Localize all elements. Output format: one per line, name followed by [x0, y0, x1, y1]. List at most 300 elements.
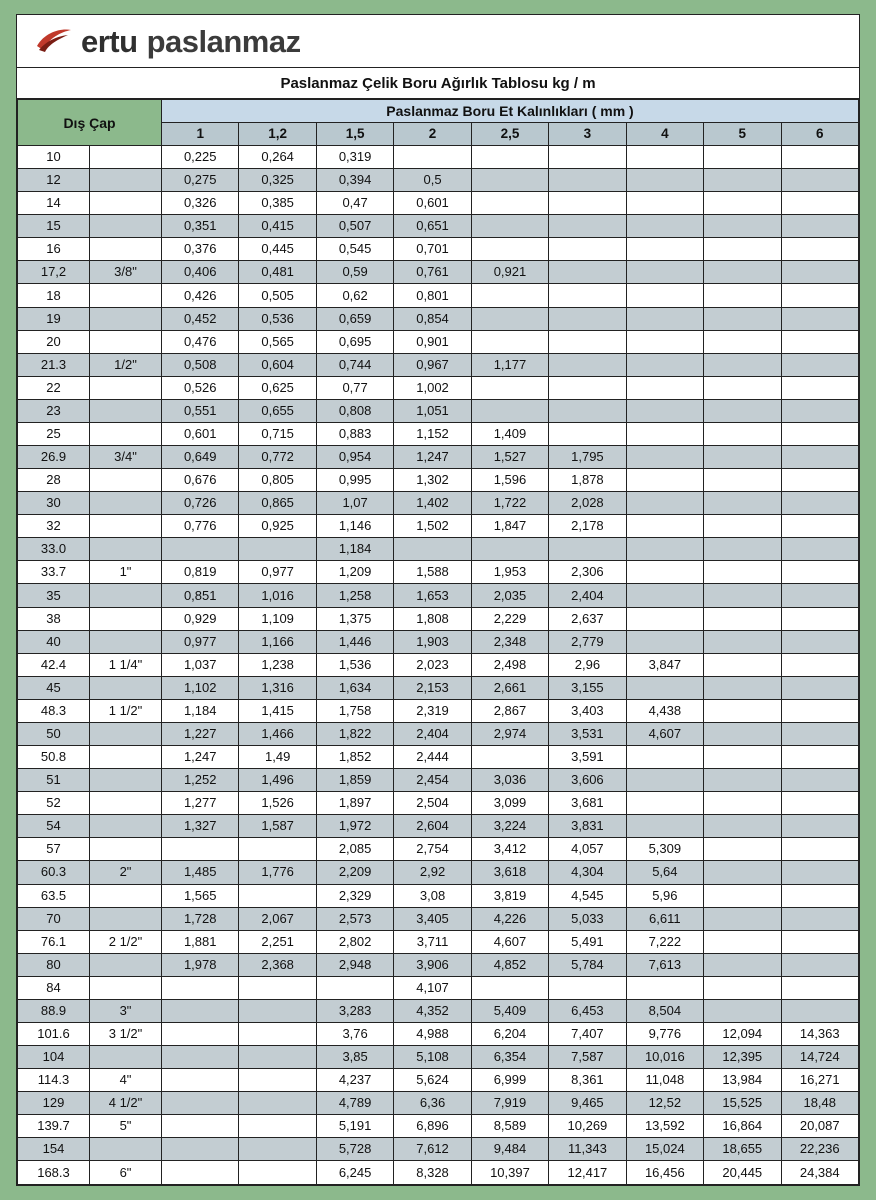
cell-weight	[316, 976, 393, 999]
cell-weight: 1,795	[549, 446, 626, 469]
cell-weight	[626, 469, 703, 492]
page-title: Paslanmaz Çelik Boru Ağırlık Tablosu kg / m	[17, 68, 859, 99]
cell-weight	[549, 330, 626, 353]
cell-weight	[781, 653, 859, 676]
cell-weight	[704, 353, 781, 376]
cell-weight: 2,604	[394, 815, 471, 838]
cell-weight: 4,852	[471, 953, 548, 976]
cell-weight: 4,545	[549, 884, 626, 907]
table-row	[18, 1022, 859, 1045]
cell-weight	[781, 330, 859, 353]
cell-inch-size	[90, 515, 162, 538]
cell-weight: 0,452	[162, 307, 239, 330]
cell-weight	[626, 584, 703, 607]
cell-weight	[704, 769, 781, 792]
cell-weight: 5,491	[549, 930, 626, 953]
table-row	[18, 446, 859, 469]
cell-weight	[704, 999, 781, 1022]
cell-inch-size: 4"	[90, 1069, 162, 1092]
cell-weight: 0,47	[316, 192, 393, 215]
cell-weight	[626, 376, 703, 399]
cell-weight: 6,36	[394, 1092, 471, 1115]
table-row	[18, 861, 859, 884]
col-header-5: 5	[704, 123, 781, 146]
cell-weight: 1,177	[471, 353, 548, 376]
cell-weight: 0,659	[316, 307, 393, 330]
cell-weight	[239, 999, 316, 1022]
table-row	[18, 307, 859, 330]
cell-weight: 10,269	[549, 1115, 626, 1138]
cell-weight: 7,222	[626, 930, 703, 953]
cell-outer-diameter: 33.0	[18, 538, 90, 561]
cell-weight: 3,906	[394, 953, 471, 976]
cell-weight	[471, 192, 548, 215]
table-row	[18, 422, 859, 445]
cell-weight: 1,758	[316, 699, 393, 722]
cell-weight	[239, 884, 316, 907]
cell-weight: 0,426	[162, 284, 239, 307]
cell-inch-size	[90, 607, 162, 630]
cell-outer-diameter: 22	[18, 376, 90, 399]
cell-outer-diameter: 60.3	[18, 861, 90, 884]
cell-weight	[162, 1069, 239, 1092]
cell-weight: 0,225	[162, 146, 239, 169]
cell-weight	[704, 907, 781, 930]
cell-weight: 0,901	[394, 330, 471, 353]
table-row	[18, 884, 859, 907]
cell-weight	[704, 630, 781, 653]
cell-weight: 8,361	[549, 1069, 626, 1092]
cell-weight: 2,067	[239, 907, 316, 930]
cell-weight	[781, 838, 859, 861]
cell-weight: 0,744	[316, 353, 393, 376]
cell-weight: 0,977	[162, 630, 239, 653]
cell-weight	[162, 538, 239, 561]
cell-weight: 1,209	[316, 561, 393, 584]
table-row	[18, 907, 859, 930]
cell-weight	[781, 930, 859, 953]
cell-weight: 3,85	[316, 1046, 393, 1069]
cell-weight: 9,465	[549, 1092, 626, 1115]
cell-weight: 0,601	[162, 422, 239, 445]
cell-weight: 1,502	[394, 515, 471, 538]
table-row	[18, 146, 859, 169]
cell-weight	[781, 146, 859, 169]
cell-weight: 1,596	[471, 469, 548, 492]
cell-outer-diameter: 154	[18, 1138, 90, 1161]
cell-weight: 1,972	[316, 815, 393, 838]
cell-weight	[704, 169, 781, 192]
cell-weight: 0,921	[471, 261, 548, 284]
cell-weight: 5,409	[471, 999, 548, 1022]
cell-inch-size: 6"	[90, 1161, 162, 1185]
cell-weight	[626, 561, 703, 584]
cell-weight: 3,606	[549, 769, 626, 792]
cell-weight: 5,108	[394, 1046, 471, 1069]
cell-weight	[704, 261, 781, 284]
cell-inch-size: 3/8"	[90, 261, 162, 284]
cell-weight	[549, 169, 626, 192]
cell-weight	[781, 676, 859, 699]
col-header-1-5: 1,5	[316, 123, 393, 146]
cell-weight	[704, 884, 781, 907]
cell-weight: 1,247	[162, 746, 239, 769]
cell-weight	[162, 976, 239, 999]
cell-weight: 0,508	[162, 353, 239, 376]
cell-weight: 1,466	[239, 722, 316, 745]
cell-weight: 0,808	[316, 399, 393, 422]
cell-outer-diameter: 20	[18, 330, 90, 353]
header-wall-thickness: Paslanmaz Boru Et Kalınlıkları ( mm )	[162, 100, 859, 123]
cell-weight: 2,209	[316, 861, 393, 884]
table-row	[18, 515, 859, 538]
table-row	[18, 792, 859, 815]
cell-weight	[471, 538, 548, 561]
cell-weight	[781, 607, 859, 630]
cell-outer-diameter: 16	[18, 238, 90, 261]
cell-weight	[781, 192, 859, 215]
cell-weight	[626, 746, 703, 769]
cell-weight	[471, 169, 548, 192]
cell-weight	[549, 238, 626, 261]
cell-inch-size: 3"	[90, 999, 162, 1022]
cell-weight	[704, 676, 781, 699]
cell-weight: 0,394	[316, 169, 393, 192]
cell-outer-diameter: 14	[18, 192, 90, 215]
cell-weight: 13,592	[626, 1115, 703, 1138]
cell-outer-diameter: 45	[18, 676, 90, 699]
cell-weight: 0,695	[316, 330, 393, 353]
cell-outer-diameter: 23	[18, 399, 90, 422]
cell-weight: 1,897	[316, 792, 393, 815]
cell-weight: 0,651	[394, 215, 471, 238]
cell-weight: 22,236	[781, 1138, 859, 1161]
table-row	[18, 215, 859, 238]
cell-outer-diameter: 48.3	[18, 699, 90, 722]
table-row	[18, 630, 859, 653]
table-row	[18, 815, 859, 838]
cell-weight	[549, 192, 626, 215]
cell-weight: 4,226	[471, 907, 548, 930]
cell-outer-diameter: 57	[18, 838, 90, 861]
cell-weight: 1,852	[316, 746, 393, 769]
table-row	[18, 1161, 859, 1185]
cell-weight: 1,588	[394, 561, 471, 584]
cell-weight: 4,352	[394, 999, 471, 1022]
table-row	[18, 769, 859, 792]
cell-inch-size	[90, 146, 162, 169]
table-header	[18, 100, 859, 146]
cell-outer-diameter: 17,2	[18, 261, 90, 284]
cell-weight	[781, 584, 859, 607]
cell-weight: 1,728	[162, 907, 239, 930]
cell-weight: 0,649	[162, 446, 239, 469]
cell-weight: 2,178	[549, 515, 626, 538]
cell-weight	[704, 746, 781, 769]
cell-weight	[239, 1046, 316, 1069]
cell-weight	[549, 307, 626, 330]
cell-outer-diameter: 12	[18, 169, 90, 192]
cell-weight: 0,601	[394, 192, 471, 215]
cell-outer-diameter: 30	[18, 492, 90, 515]
table-row	[18, 284, 859, 307]
cell-weight: 5,309	[626, 838, 703, 861]
cell-inch-size	[90, 676, 162, 699]
brand-name-primary: ertu	[81, 23, 138, 59]
cell-outer-diameter: 10	[18, 146, 90, 169]
table-row	[18, 238, 859, 261]
cell-weight	[781, 399, 859, 422]
cell-weight	[239, 538, 316, 561]
cell-weight: 1,247	[394, 446, 471, 469]
cell-inch-size: 2"	[90, 861, 162, 884]
brand-wordmark	[81, 23, 301, 59]
cell-inch-size	[90, 307, 162, 330]
cell-inch-size	[90, 792, 162, 815]
cell-weight	[239, 1138, 316, 1161]
cell-weight: 5,96	[626, 884, 703, 907]
cell-outer-diameter: 32	[18, 515, 90, 538]
cell-weight: 2,028	[549, 492, 626, 515]
col-header-4: 4	[626, 123, 703, 146]
cell-weight	[162, 838, 239, 861]
cell-inch-size	[90, 722, 162, 745]
cell-weight	[626, 399, 703, 422]
cell-weight: 1,184	[316, 538, 393, 561]
cell-inch-size: 1 1/2"	[90, 699, 162, 722]
cell-inch-size	[90, 469, 162, 492]
cell-weight: 1,822	[316, 722, 393, 745]
cell-weight: 12,52	[626, 1092, 703, 1115]
cell-weight: 2,802	[316, 930, 393, 953]
cell-weight	[781, 376, 859, 399]
table-row	[18, 192, 859, 215]
cell-weight: 0,701	[394, 238, 471, 261]
cell-weight	[704, 376, 781, 399]
cell-weight	[781, 976, 859, 999]
cell-weight	[239, 1115, 316, 1138]
cell-weight: 5,624	[394, 1069, 471, 1092]
table-row	[18, 999, 859, 1022]
cell-weight: 7,919	[471, 1092, 548, 1115]
cell-weight	[626, 330, 703, 353]
cell-weight	[471, 215, 548, 238]
cell-weight: 1,526	[239, 792, 316, 815]
cell-weight	[704, 722, 781, 745]
cell-weight: 3,819	[471, 884, 548, 907]
cell-weight	[471, 746, 548, 769]
cell-weight: 2,498	[471, 653, 548, 676]
cell-outer-diameter: 42.4	[18, 653, 90, 676]
cell-weight: 3,76	[316, 1022, 393, 1045]
cell-weight	[704, 792, 781, 815]
cell-weight	[626, 769, 703, 792]
cell-weight: 10,016	[626, 1046, 703, 1069]
table-row	[18, 1069, 859, 1092]
cell-weight: 0,275	[162, 169, 239, 192]
cell-weight: 2,974	[471, 722, 548, 745]
cell-weight: 0,536	[239, 307, 316, 330]
cell-weight	[781, 769, 859, 792]
cell-weight	[549, 376, 626, 399]
cell-weight: 3,681	[549, 792, 626, 815]
cell-weight: 3,036	[471, 769, 548, 792]
cell-weight: 5,033	[549, 907, 626, 930]
cell-weight: 4,789	[316, 1092, 393, 1115]
cell-inch-size	[90, 953, 162, 976]
cell-weight: 4,607	[626, 722, 703, 745]
cell-weight: 4,988	[394, 1022, 471, 1045]
cell-weight	[394, 538, 471, 561]
cell-weight	[781, 238, 859, 261]
cell-weight	[626, 538, 703, 561]
cell-weight: 2,661	[471, 676, 548, 699]
cell-weight	[704, 538, 781, 561]
cell-weight: 15,024	[626, 1138, 703, 1161]
cell-weight: 3,155	[549, 676, 626, 699]
cell-weight: 0,406	[162, 261, 239, 284]
cell-weight: 8,328	[394, 1161, 471, 1185]
cell-outer-diameter: 104	[18, 1046, 90, 1069]
cell-weight: 0,445	[239, 238, 316, 261]
cell-weight: 0,625	[239, 376, 316, 399]
cell-weight: 2,404	[549, 584, 626, 607]
cell-weight: 7,587	[549, 1046, 626, 1069]
cell-weight: 0,854	[394, 307, 471, 330]
cell-weight: 1,978	[162, 953, 239, 976]
cell-weight: 3,099	[471, 792, 548, 815]
cell-inch-size	[90, 492, 162, 515]
cell-weight	[704, 561, 781, 584]
cell-weight	[781, 422, 859, 445]
cell-weight	[626, 607, 703, 630]
cell-weight: 6,245	[316, 1161, 393, 1185]
cell-inch-size	[90, 215, 162, 238]
cell-weight: 0,264	[239, 146, 316, 169]
cell-outer-diameter: 33.7	[18, 561, 90, 584]
cell-weight: 7,407	[549, 1022, 626, 1045]
cell-weight	[162, 1046, 239, 1069]
cell-weight: 1,485	[162, 861, 239, 884]
cell-outer-diameter: 114.3	[18, 1069, 90, 1092]
cell-weight: 6,204	[471, 1022, 548, 1045]
col-header-1-2: 1,2	[239, 123, 316, 146]
cell-outer-diameter: 25	[18, 422, 90, 445]
cell-weight: 0,772	[239, 446, 316, 469]
cell-weight: 0,761	[394, 261, 471, 284]
cell-weight: 1,496	[239, 769, 316, 792]
cell-weight	[549, 261, 626, 284]
cell-weight	[781, 561, 859, 584]
cell-weight: 2,444	[394, 746, 471, 769]
cell-weight	[471, 307, 548, 330]
cell-weight: 1,238	[239, 653, 316, 676]
cell-weight	[781, 815, 859, 838]
cell-weight: 6,611	[626, 907, 703, 930]
cell-weight	[781, 746, 859, 769]
cell-weight: 24,384	[781, 1161, 859, 1185]
cell-weight: 1,587	[239, 815, 316, 838]
cell-weight: 0,59	[316, 261, 393, 284]
cell-weight: 2,92	[394, 861, 471, 884]
cell-weight: 0,995	[316, 469, 393, 492]
cell-weight: 1,49	[239, 746, 316, 769]
cell-weight: 2,153	[394, 676, 471, 699]
cell-weight	[781, 446, 859, 469]
cell-inch-size	[90, 284, 162, 307]
cell-weight	[471, 976, 548, 999]
cell-weight	[781, 953, 859, 976]
cell-weight: 1,016	[239, 584, 316, 607]
table-row	[18, 399, 859, 422]
cell-inch-size	[90, 769, 162, 792]
cell-weight	[704, 238, 781, 261]
cell-weight: 1,409	[471, 422, 548, 445]
cell-weight	[549, 215, 626, 238]
cell-weight: 4,057	[549, 838, 626, 861]
cell-inch-size	[90, 838, 162, 861]
cell-weight: 2,023	[394, 653, 471, 676]
cell-weight: 1,277	[162, 792, 239, 815]
cell-weight: 2,085	[316, 838, 393, 861]
cell-weight: 8,589	[471, 1115, 548, 1138]
ertu-swoosh-icon	[35, 28, 73, 54]
table-row	[18, 676, 859, 699]
cell-inch-size	[90, 746, 162, 769]
cell-weight	[781, 215, 859, 238]
cell-weight: 0,325	[239, 169, 316, 192]
cell-weight	[549, 353, 626, 376]
cell-outer-diameter: 139.7	[18, 1115, 90, 1138]
cell-weight: 3,403	[549, 699, 626, 722]
cell-weight	[239, 976, 316, 999]
cell-weight	[626, 146, 703, 169]
cell-weight	[162, 1115, 239, 1138]
cell-inch-size	[90, 376, 162, 399]
table-row	[18, 607, 859, 630]
cell-weight: 5,191	[316, 1115, 393, 1138]
cell-weight: 1,634	[316, 676, 393, 699]
cell-weight	[704, 330, 781, 353]
table-row	[18, 1046, 859, 1069]
cell-inch-size: 2 1/2"	[90, 930, 162, 953]
cell-weight: 16,271	[781, 1069, 859, 1092]
cell-weight	[704, 815, 781, 838]
cell-weight	[471, 399, 548, 422]
cell-weight: 0,507	[316, 215, 393, 238]
cell-weight: 1,878	[549, 469, 626, 492]
table-row	[18, 584, 859, 607]
table-row	[18, 722, 859, 745]
cell-weight	[162, 1022, 239, 1045]
cell-weight: 14,724	[781, 1046, 859, 1069]
cell-weight: 4,304	[549, 861, 626, 884]
cell-weight: 12,395	[704, 1046, 781, 1069]
cell-weight	[471, 330, 548, 353]
cell-weight: 9,776	[626, 1022, 703, 1045]
cell-weight	[471, 238, 548, 261]
cell-weight	[626, 353, 703, 376]
cell-weight: 0,655	[239, 399, 316, 422]
cell-weight: 1,316	[239, 676, 316, 699]
cell-weight: 1,847	[471, 515, 548, 538]
cell-weight	[549, 284, 626, 307]
cell-weight: 0,551	[162, 399, 239, 422]
cell-weight: 2,454	[394, 769, 471, 792]
cell-outer-diameter: 50.8	[18, 746, 90, 769]
cell-weight	[781, 792, 859, 815]
cell-weight: 1,109	[239, 607, 316, 630]
